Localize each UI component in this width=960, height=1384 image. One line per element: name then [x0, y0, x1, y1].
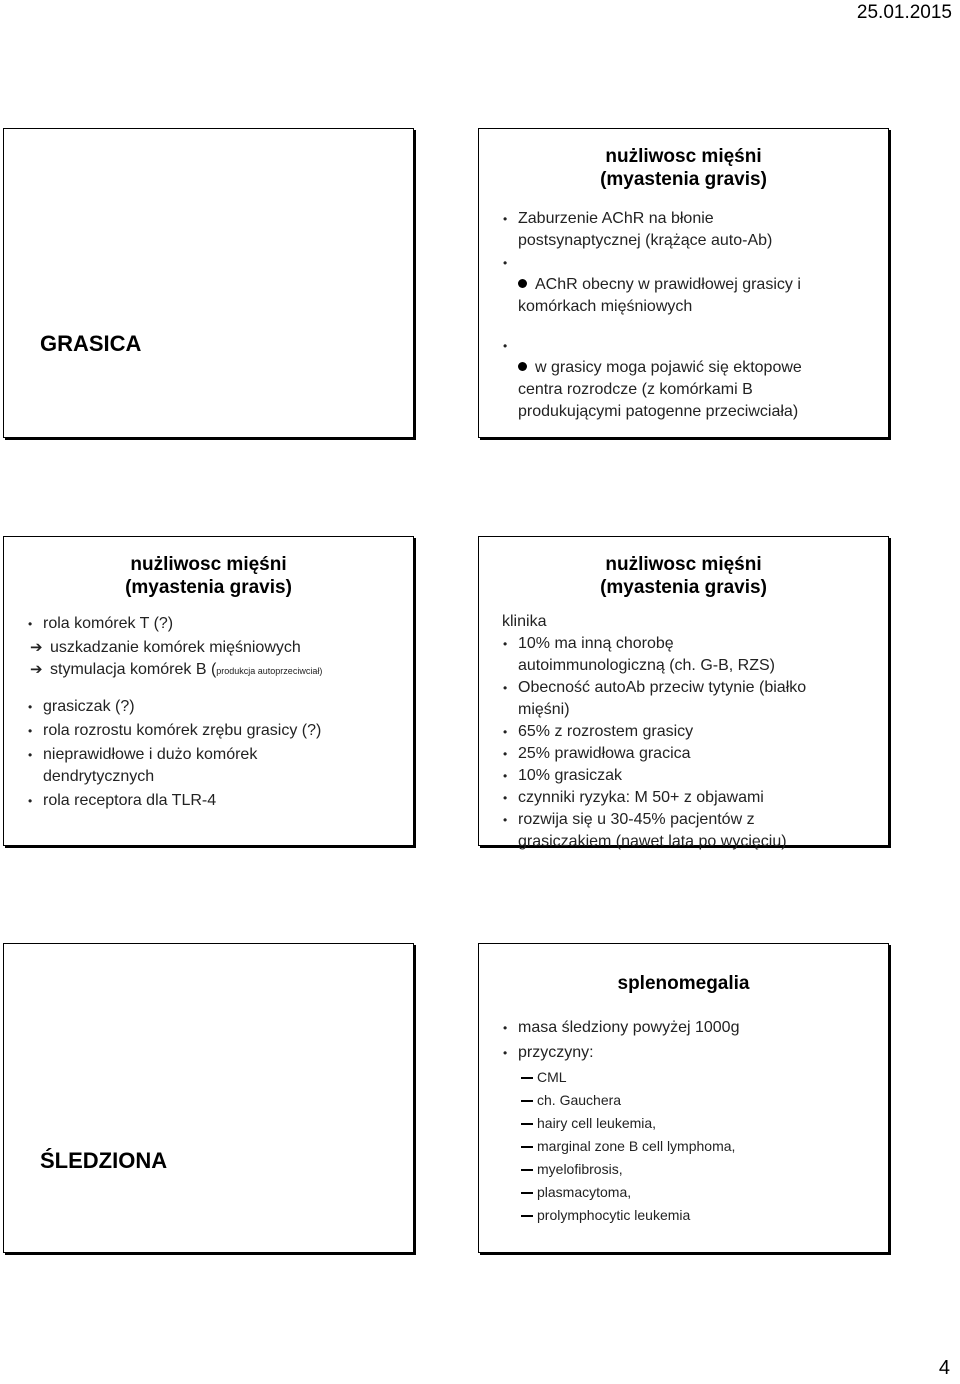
dash-icon — [521, 1146, 533, 1148]
line: Obecność autoAb przeciw tytynie (białko — [518, 679, 807, 696]
title-line: nużliwosc mięśni — [605, 146, 762, 167]
dash-icon — [521, 1192, 533, 1194]
line: marginal zone B cell lymphoma, — [537, 1138, 736, 1154]
bullet-icon — [518, 362, 527, 371]
section-label: klinika — [502, 613, 547, 630]
document-date: 25.01.2015 — [856, 2, 952, 23]
list-item — [479, 743, 888, 765]
slide-title: GRASICA — [40, 331, 142, 356]
bullet-icon: • — [28, 794, 33, 808]
line: rola rozrostu komórek zrębu grasicy (?) — [43, 722, 322, 739]
slide-sledziona-title — [3, 943, 414, 1253]
slide-grasica-title — [3, 128, 414, 438]
dash-icon — [521, 1169, 533, 1171]
list-item-empty — [479, 335, 888, 357]
bullet-icon: • — [503, 212, 508, 226]
line: mięśni) — [518, 701, 570, 718]
bullet-icon: • — [28, 700, 33, 714]
title-line: (myastenia gravis) — [125, 577, 292, 598]
slide-title — [479, 145, 888, 191]
list-item — [4, 696, 413, 718]
list-item — [479, 677, 888, 721]
line: komórkach mięśniowych — [518, 298, 693, 315]
line: rola receptora dla TLR-4 — [43, 792, 217, 809]
line: 65% z rozrostem grasicy — [518, 723, 694, 740]
slide-title: ŚLEDZIONA — [40, 1148, 168, 1173]
list-item — [479, 765, 888, 787]
line: myelofibrosis, — [537, 1161, 623, 1177]
bullet-list — [479, 208, 888, 274]
line: dendrytycznych — [43, 768, 155, 785]
list-item — [479, 633, 888, 677]
page-number: 4 — [938, 1357, 950, 1379]
dash-icon — [521, 1077, 533, 1079]
list-item — [4, 790, 413, 812]
arrow-item — [4, 637, 413, 659]
bullet-icon: • — [28, 724, 33, 738]
list-item — [479, 787, 888, 809]
bullet-icon: • — [503, 256, 508, 270]
list-item — [479, 721, 888, 743]
slide-title — [4, 553, 413, 599]
bullet-icon — [518, 279, 527, 288]
line: masa śledziony powyżej 1000g — [518, 1019, 740, 1036]
title-line: nużliwosc mięśni — [605, 554, 762, 575]
list-item — [479, 1158, 888, 1181]
title-line: nużliwosc mięśni — [130, 554, 287, 575]
list-item — [479, 1089, 888, 1112]
list-item — [4, 744, 413, 788]
line: uszkadzanie komórek mięśniowych — [50, 639, 301, 656]
line: 10% grasiczak — [518, 767, 623, 784]
arrow-right-icon: ➔ — [30, 661, 43, 678]
bullet-icon: • — [503, 637, 508, 651]
line: rola komórek T (?) — [43, 615, 174, 632]
slide-title: splenomegalia — [617, 973, 750, 994]
list-item — [479, 1112, 888, 1135]
list-item — [479, 1204, 888, 1227]
bullet-list — [479, 633, 888, 853]
bullet-icon: • — [28, 617, 33, 631]
slide-title — [479, 553, 888, 599]
dash-icon — [521, 1100, 533, 1102]
sub-item — [479, 357, 888, 423]
line: rozwija się u 30-45% pacjentów z — [518, 811, 755, 828]
line: plasmacytoma, — [537, 1184, 632, 1200]
sub-item — [479, 274, 888, 318]
bullet-icon: • — [503, 791, 508, 805]
arrow-right-icon: ➔ — [30, 639, 43, 656]
bullet-icon: • — [503, 747, 508, 761]
line: ch. Gauchera — [537, 1092, 622, 1108]
bullet-list — [4, 613, 413, 635]
list-item — [479, 1042, 888, 1064]
bullet-icon: • — [503, 769, 508, 783]
line: 25% prawidłowa gracica — [518, 745, 691, 762]
bullet-icon: • — [28, 748, 33, 762]
list-item — [479, 1066, 888, 1089]
slide-splenomegalia — [478, 943, 889, 1253]
small-text: produkcja autoprzeciwciał) — [216, 666, 323, 676]
line: autoimmunologiczną (ch. G-B, RZS) — [518, 657, 775, 674]
line: czynniki ryzyka: M 50+ z objawami — [518, 789, 764, 806]
title-line: (myastenia gravis) — [600, 577, 767, 598]
bullet-icon: • — [503, 1046, 508, 1060]
line: grasiczakiem (nawet lata po wycięciu) — [518, 833, 787, 850]
line: nieprawidłowe i dużo komórek — [43, 746, 258, 763]
line: w grasicy moga pojawić się ektopowe — [535, 359, 802, 376]
slide-myastenia-klinika — [478, 536, 889, 850]
list-item — [4, 613, 413, 635]
line: przyczyny: — [518, 1044, 594, 1061]
slide-myastenia-2 — [3, 536, 414, 846]
list-item — [479, 809, 888, 853]
bullet-list — [479, 335, 888, 357]
line: postsynaptycznej (krążące auto-Ab) — [518, 232, 773, 249]
list-item — [479, 1135, 888, 1158]
list-item-empty — [479, 252, 888, 274]
line: centra rozrodcze (z komórkami B — [518, 381, 753, 398]
bullet-list — [479, 1017, 888, 1064]
line: stymulacja komórek B ( — [50, 661, 217, 678]
bullet-icon: • — [503, 1021, 508, 1035]
dash-icon — [521, 1123, 533, 1125]
line: CML — [537, 1069, 567, 1085]
bullet-icon: • — [503, 813, 508, 827]
line: Zaburzenie AChR na błonie — [518, 210, 714, 227]
list-item — [479, 208, 888, 252]
line: AChR obecny w prawidłowej grasicy i — [535, 276, 801, 293]
bullet-list — [4, 696, 413, 812]
list-item — [479, 1181, 888, 1204]
line: 10% ma inną chorobę — [518, 635, 674, 652]
arrow-item — [4, 659, 413, 682]
slide-myastenia-1 — [478, 128, 889, 438]
line: hairy cell leukemia, — [537, 1115, 657, 1131]
line: produkującymi patogenne przeciwciała) — [518, 403, 799, 420]
causes-list — [479, 1066, 888, 1227]
line: grasiczak (?) — [43, 698, 135, 715]
bullet-icon: • — [503, 681, 508, 695]
bullet-icon: • — [503, 725, 508, 739]
title-line: (myastenia gravis) — [600, 169, 767, 190]
line: prolymphocytic leukemia — [537, 1207, 691, 1223]
list-item — [4, 720, 413, 742]
dash-icon — [521, 1215, 533, 1217]
bullet-icon: • — [503, 339, 508, 353]
list-item — [479, 1017, 888, 1039]
